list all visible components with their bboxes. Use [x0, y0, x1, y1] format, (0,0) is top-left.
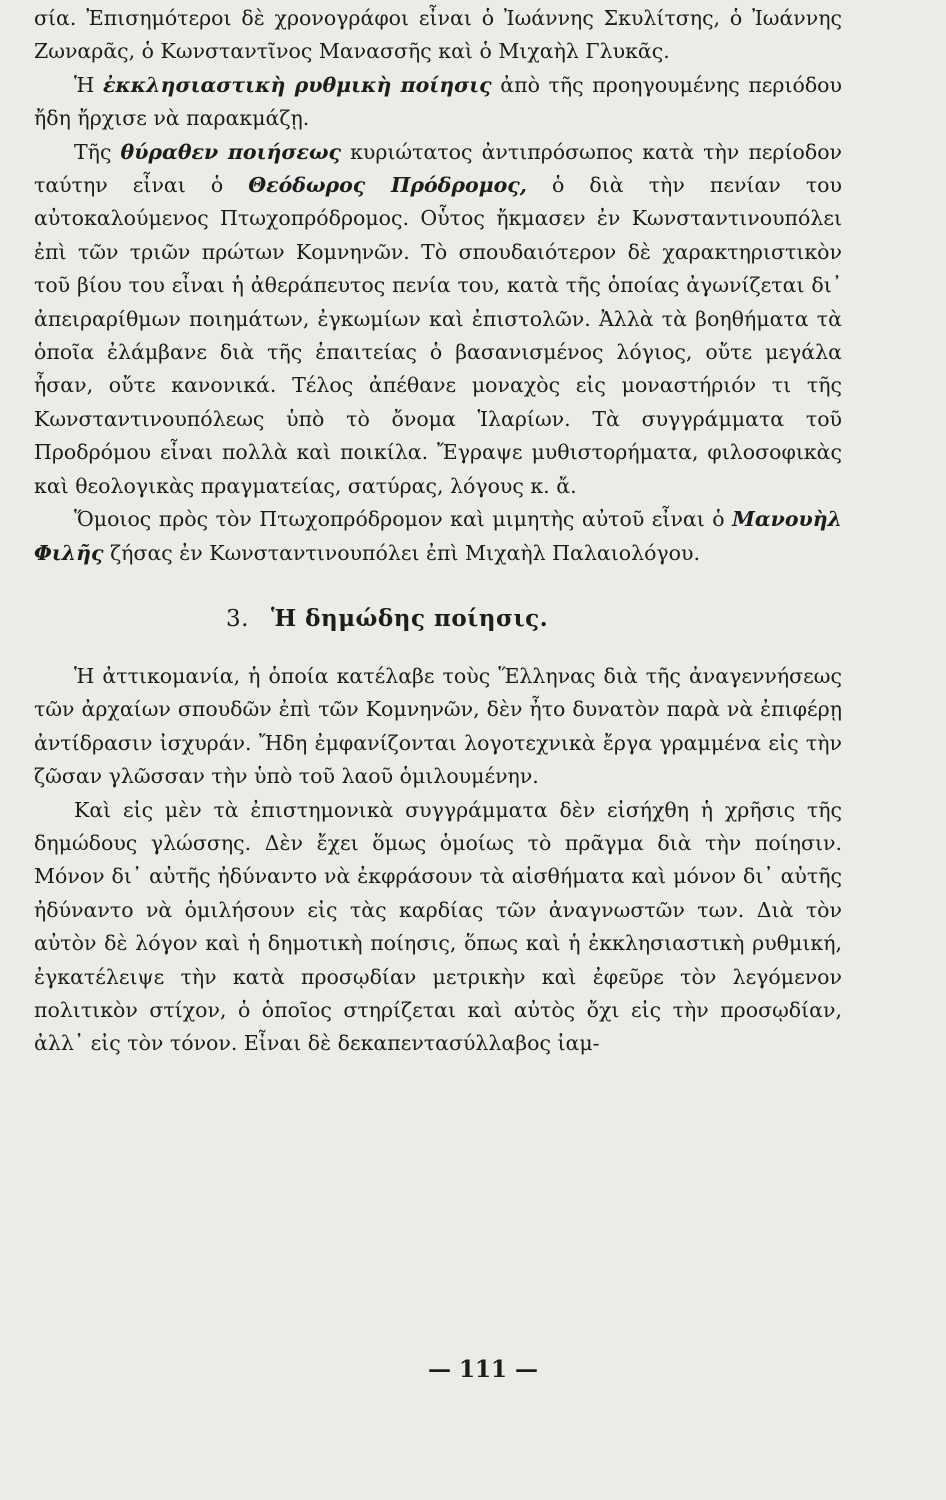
- chroniclers-text: σία. Ἐπισημότεροι δὲ χρονογράφοι εἶναι ὁ Ἰωάννης Σκυλίτσης, ὁ Ἰωάννης Ζωναρᾶς, ὁ Κωνσταντῖνος Μανασσῆς καὶ ὁ Μιχαὴλ Γλυκᾶς.: [34, 6, 842, 64]
- prodromos-lead: Τῆς: [74, 139, 121, 164]
- philes-rest: ζήσας ἐν Κωνσταντινουπόλει ἐπὶ Μιχαὴλ Παλαιολόγου.: [103, 540, 700, 565]
- prodromos-rest: ὁ διὰ τὴν πενίαν του αὐτοκαλούμενος Πτωχοπρόδρομος. Οὗτος ἤκμασεν ἐν Κωνσταντινουπόλει ἐπὶ τῶν τριῶν πρώτων Κομνηνῶν. Τὸ σπουδαιότερον δὲ χαρακτηριστικὸν τοῦ βίου του εἶναι ἡ ἀθεράπευτος πενία του, κατὰ τῆς ὁποίας ἀγωνίζεται δι᾽ ἀπειραρίθμων ποιημάτων, ἐγκωμίων καὶ ἐπιστολῶν. Ἀλλὰ τὰ βοηθήματα τὰ ὁποῖα ἐλάμβανε διὰ τῆς ἐπαιτείας ὁ βασανισμένος λόγιος, οὔτε μεγάλα ἦσαν, οὔτε κανονικά. Τέλος ἀπέθανε μοναχὸς εἰς μοναστήριόν τι τῆς Κωνσταντινουπόλεως ὑπὸ τὸ ὄνομα Ἱλαρίων. Τὰ συγγράμματα τοῦ Προδρόμου εἶναι πολλὰ καὶ ποικίλα. Ἔγραψε μυθιστορήματα, φιλοσοφικὰς καὶ θεολογικὰς πραγματείας, σατύρας, λόγους κ. ἄ.: [34, 173, 842, 498]
- paragraph-philes: [34, 503, 842, 570]
- philes-name: Μανουὴλ Φιλῆς: [34, 507, 842, 565]
- prodromos-name: Θεόδωρος Πρόδρομος,: [248, 173, 527, 198]
- philes-lead: Ὅμοιος πρὸς τὸν Πτωχοπρόδρομον καὶ μιμητὴς αὐτοῦ εἶναι ὁ: [74, 507, 733, 532]
- paragraph-vernacular: Καὶ εἰς μὲν τὰ ἐπιστημονικὰ συγγράμματα δὲν εἰσήχθη ἡ χρῆσις τῆς δημώδους γλώσσης. Δὲν ἔχει ὅμως ὁμοίως τὸ πρᾶγμα διὰ τὴν ποίησιν. Μόνον δι᾽ αὐτῆς ἠδύναντο νὰ ἐκφράσουν τὰ αἰσθήματα καὶ μόνον δι᾽ αὐτῆς ἠδύναντο νὰ ὁμιλήσουν εἰς τὰς καρδίας τῶν ἀναγνωστῶν των. Διὰ τὸν αὐτὸν δὲ λόγον καὶ ἡ δημοτικὴ ποίησις, ὅπως καὶ ἡ ἐκκλησιαστικὴ ρυθμική, ἐγκατέλειψε τὴν κατὰ προσῳδίαν μετρικὴν καὶ ἐφεῦρε τὸν λεγόμενον πολιτικὸν στίχον, ὁ ὁποῖος στηρίζεται καὶ αὐτὸς ὄχι εἰς τὴν προσῳδίαν, ἀλλ᾽ εἰς τὸν τόνον. Εἶναι δὲ δεκαπεντασύλλαβος ἰαμ-: [34, 797, 842, 1056]
- body-text: [34, 2, 842, 1061]
- paragraph-prodromos: [34, 136, 842, 503]
- secular-poetry-term: θύραθεν ποιήσεως: [120, 139, 341, 164]
- paragraph-atticism: Ἡ ἀττικομανία, ἡ ὁποία κατέλαβε τοὺς Ἕλληνας διὰ τῆς ἀναγεννήσεως τῶν ἀρχαίων σπουδῶν ἐπὶ τῶν Κομνηνῶν, δὲν ἦτο δυνατὸν παρὰ νὰ ἐπιφέρῃ ἀντίδρασιν ἰσχυράν. Ἤδη ἐμφανίζονται λογοτεχνικὰ ἔργα γραμμένα εἰς τὴν ζῶσαν γλῶσσαν τὴν ὑπὸ τοῦ λαοῦ ὁμιλουμένην.: [34, 663, 842, 789]
- ecclesiastical-lead: Ἡ: [74, 72, 103, 97]
- page-number: — 111 —: [427, 1356, 539, 1383]
- prodromos-middle: κυριώτατος ἀντιπρόσωπος κατὰ τὴν περίοδον ταύτην εἶναι ὁ: [34, 139, 842, 198]
- section-heading: [34, 604, 842, 634]
- section-title: Ἡ δημώδης ποίησις.: [270, 604, 549, 632]
- ecclesiastical-term: ἐκκλησιαστικὴ ρυθμικὴ ποίησις: [102, 72, 492, 97]
- paragraph-ecclesiastical-poetry: [34, 69, 842, 136]
- paragraph-chroniclers: [34, 2, 842, 69]
- section-number: 3.: [226, 605, 249, 632]
- ecclesiastical-rest: ἀπὸ τῆς προηγουμένης περιόδου ἤδη ἤρχισε νὰ παρακμάζῃ.: [34, 72, 842, 131]
